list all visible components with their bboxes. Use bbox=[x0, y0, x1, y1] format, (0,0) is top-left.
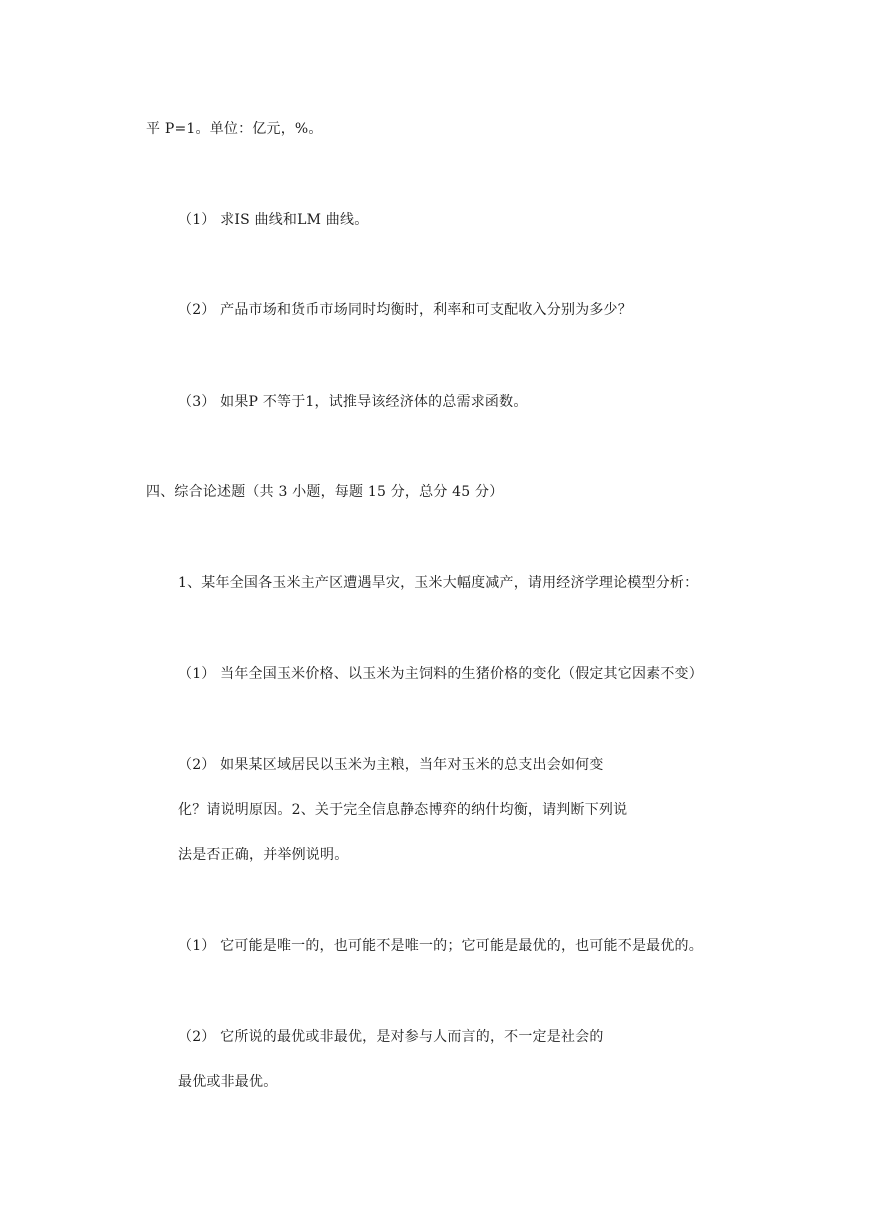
text-line-essay2-intro: 化？请说明原因。2、关于完全信息静态博弈的纳什均衡，请判断下列说 bbox=[178, 802, 628, 818]
text-line-q3: （3） 如果P 不等于1，试推导该经济体的总需求函数。 bbox=[178, 394, 528, 410]
text-line-price-unit: 平 P=1。单位：亿元，%。 bbox=[146, 121, 323, 137]
text-line-essay2-q2: （2） 它所说的最优或非最优，是对参与人而言的，不一定是社会的 bbox=[178, 1029, 604, 1045]
text-line-q2: （2） 产品市场和货币市场同时均衡时，利率和可支配收入分别为多少？ bbox=[178, 302, 632, 318]
text-line-q1: （1） 求IS 曲线和LM 曲线。 bbox=[178, 212, 369, 228]
text-line-essay2-q2-cont: 最优或非最优。 bbox=[178, 1074, 278, 1090]
text-line-essay1: 1、某年全国各玉米主产区遭遇旱灾，玉米大幅度减产，请用经济学理论模型分析： bbox=[178, 575, 699, 591]
text-line-essay1-q1: （1） 当年全国玉米价格、以玉米为主饲料的生猪价格的变化（假定其它因素不变） bbox=[178, 666, 703, 682]
text-line-essay1-q2: （2） 如果某区域居民以玉米为主粮，当年对玉米的总支出会如何变 bbox=[178, 757, 604, 773]
text-line-essay2-q1: （1） 它可能是唯一的，也可能不是唯一的；它可能是最优的，也可能不是最优的。 bbox=[178, 938, 703, 954]
text-line-essay2-intro-cont: 法是否正确，并举例说明。 bbox=[178, 847, 349, 863]
section-heading: 四、综合论述题（共 3 小题，每题 15 分，总分 45 分） bbox=[146, 484, 504, 500]
